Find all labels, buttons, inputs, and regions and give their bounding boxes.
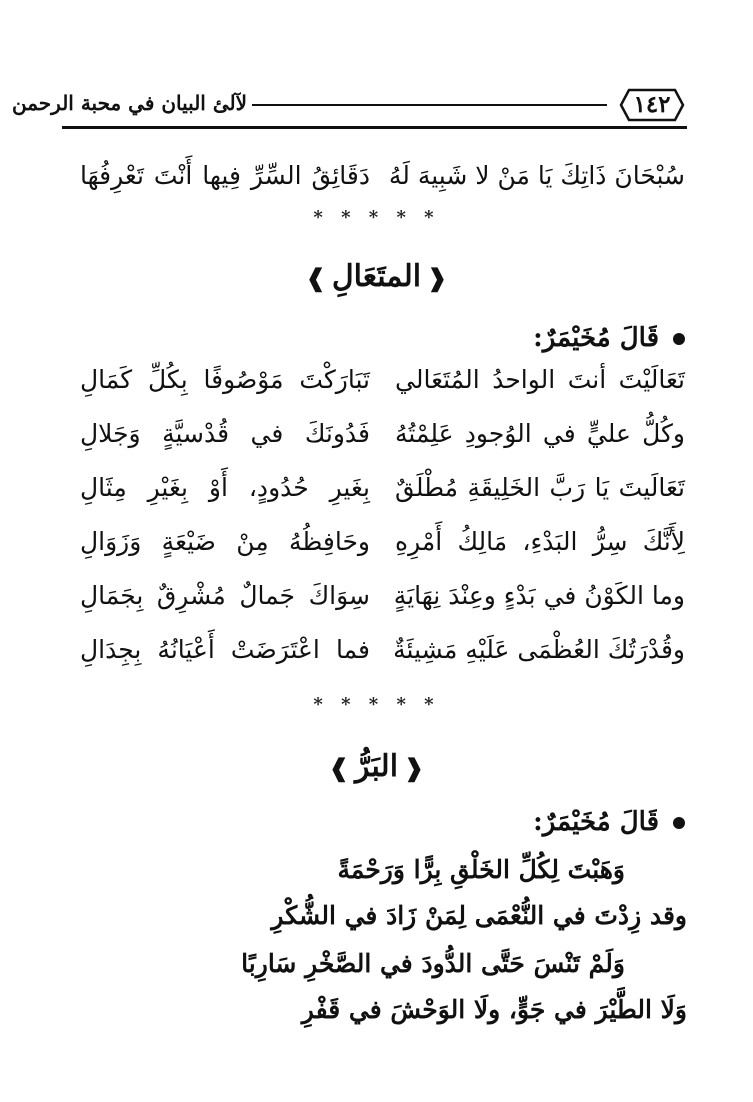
verse-first-hemistich: تَعَالَيتَ يَا رَبَّ الخَلِيقَةِ مُطْلَقٌ <box>395 473 685 502</box>
separator-stars: * * * * * <box>313 207 440 228</box>
speaker-label: قَالَ مُخَيْمَرٌ: <box>533 807 659 837</box>
verse-second-hemistich: تَبَارَكْتَ مَوْصُوفًا بِكُلِّ كَمَالِ <box>80 365 370 394</box>
verse-first-hemistich: وقُدْرَتُكَ العُظْمَى عَلَيْهِ مَشِيئَةٌ <box>393 635 685 664</box>
bullet-icon <box>673 817 685 829</box>
verse-first-hemistich: لِأَنَّكَ سِرُّ البَدْءِ، مَالِكُ أَمْرِهِ <box>395 527 685 556</box>
verse-second-hemistich: سِوَاكَ جَمالٌ مُشْرِقٌ بِجَمَالِ <box>80 581 370 610</box>
ornament-left-icon: ❱ <box>305 263 326 292</box>
verse-second-hemistich: وحَافِظُهُ مِنْ ضَيْعَةٍ وَزَوَالِ <box>80 527 370 556</box>
header-rule <box>62 126 687 129</box>
poem-line: وَهَبْتَ لِكُلِّ الخَلْقِ بِرًّا وَرَحْمَةً <box>337 855 625 884</box>
verse-second-hemistich: بِغَيرِ حُدُودٍ، أَوْ بِغَيْرِ مِثَالِ <box>80 473 370 502</box>
book-title: لآلئ البيان في محبة الرحمن <box>12 91 247 115</box>
verse-second-hemistich: فما اعْتَرَضَتْ أَعْيَانُهُ بِجِدَالِ <box>80 635 370 664</box>
verse-first-hemistich: سُبْحَانَ ذَاتِكَ يَا مَنْ لا شَبِيهَ لَهُ <box>388 161 685 190</box>
verse-first-hemistich: وكُلُّ عليٍّ في الوُجودِ عَلِمْتُهُ <box>395 419 685 448</box>
verse-first-hemistich: وما الكَوْنُ في بَدْءٍ وعِنْدَ نِهَايَةٍ <box>393 581 685 610</box>
ornament-right-icon: ❰ <box>404 753 425 782</box>
verse-row <box>80 410 685 458</box>
header-divider-line <box>252 104 607 106</box>
section-title-text: المتَعَالِ <box>331 259 422 294</box>
verse-second-hemistich: دَقَائِقُ السِّرِّ فِيها أَنْتَ تَعْرِفُهَا <box>80 161 370 190</box>
poem-line: وَلَمْ تَنْسَ حَتَّى الدُّودَ في الصَّخْرِ سَارِبًا <box>241 949 625 978</box>
ornament-left-icon: ❱ <box>328 753 349 782</box>
verse-row <box>80 626 685 674</box>
page-header <box>12 82 687 128</box>
poem-line: وقد زِدْتَ في النُّعْمَى لِمَنْ زَادَ في الشُّكْرِ <box>271 901 687 930</box>
opening-verse <box>80 152 685 200</box>
bullet-icon <box>673 333 685 345</box>
page-number-frame <box>619 88 685 122</box>
speaker-line <box>533 798 685 846</box>
speaker-line <box>533 314 685 362</box>
verse-row <box>80 572 685 620</box>
page-number: ١٤٢ <box>633 91 671 118</box>
verse-row <box>80 356 685 404</box>
ornament-right-icon: ❰ <box>427 263 448 292</box>
verse-row <box>80 464 685 512</box>
section-title-text: البَرُّ <box>354 749 399 784</box>
verse-first-hemistich: تَعَالَيْتَ أنتَ الواحدُ المُتَعَالي <box>395 365 685 394</box>
verse-second-hemistich: فَدُونَكَ في قُدْسيَّةٍ وَجَلالِ <box>80 419 370 448</box>
verse-row <box>80 518 685 566</box>
section-title-al-barr <box>0 742 753 793</box>
section-title-al-mutaal <box>0 252 753 303</box>
separator-stars: * * * * * <box>313 694 440 715</box>
poem-line: وَلَا الطَّيْرَ في جَوٍّ، ولَا الوَحْشَ في قَفْرِ <box>301 995 687 1024</box>
speaker-label: قَالَ مُخَيْمَرٌ: <box>533 323 659 353</box>
